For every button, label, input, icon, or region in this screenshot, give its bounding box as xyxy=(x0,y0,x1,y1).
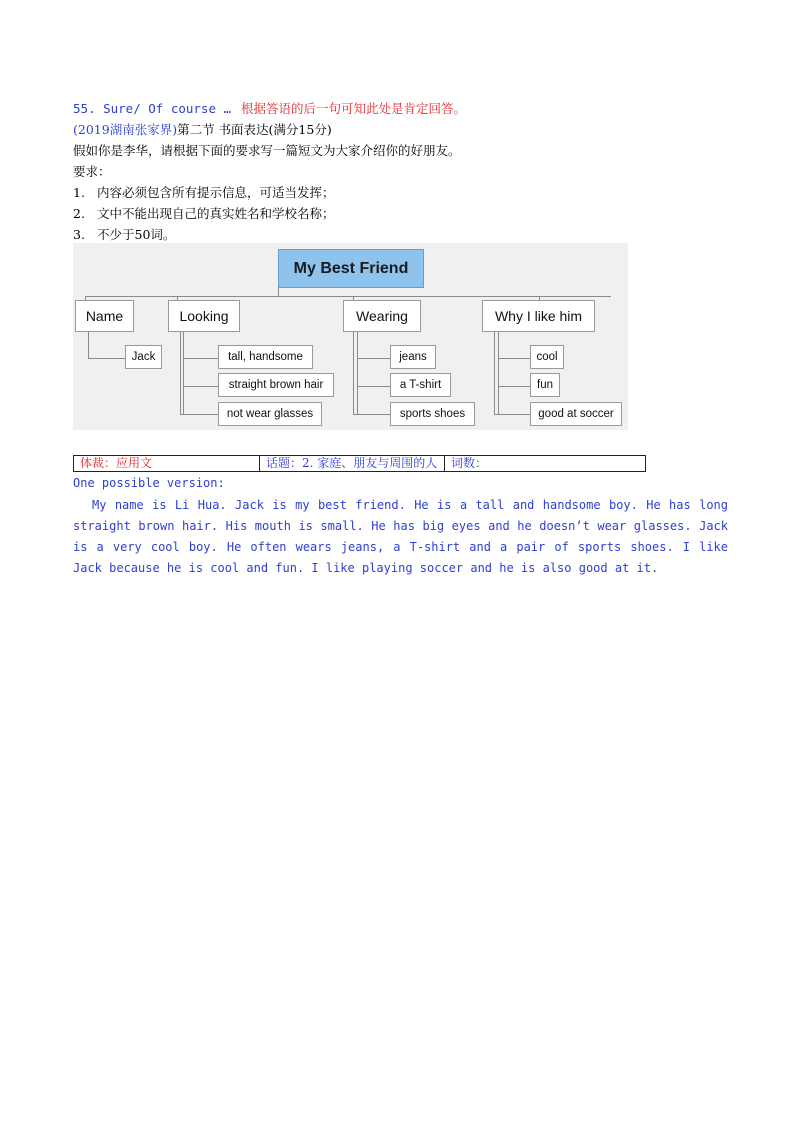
connector-line xyxy=(498,386,530,387)
mind-map-diagram xyxy=(73,243,628,430)
connector-line xyxy=(85,296,611,297)
leaf-a-t-shirt: a T-shirt xyxy=(390,373,451,397)
info-table xyxy=(73,455,646,472)
leaf-jeans: jeans xyxy=(390,345,436,369)
connector-line xyxy=(180,332,181,415)
connector-line xyxy=(494,414,530,415)
connector-line xyxy=(498,358,530,359)
sample-label: One possible version: xyxy=(73,476,225,490)
requirements-label: 要求： xyxy=(73,164,111,179)
requirement-number: 2. xyxy=(73,206,85,221)
requirement-text: 文中不能出现自己的真实姓名和学校名称； xyxy=(97,206,335,221)
requirement-text: 内容必须包含所有提示信息，可适当发挥； xyxy=(97,185,335,200)
leaf-good-at-soccer: good at soccer xyxy=(530,402,622,426)
requirement-item xyxy=(73,184,335,202)
connector-line xyxy=(357,386,390,387)
connector-line xyxy=(183,358,218,359)
section-header xyxy=(73,121,332,139)
branch-looking: Looking xyxy=(168,300,240,332)
leaf-fun: fun xyxy=(530,373,560,397)
connector-line xyxy=(183,386,218,387)
table-row xyxy=(74,456,646,472)
branch-wearing: Wearing xyxy=(343,300,421,332)
topic-cell: 话题：2. 家庭、朋友与周围的人 xyxy=(260,456,445,472)
section-source: (2019湖南张家界) xyxy=(73,122,178,137)
connector-line xyxy=(498,332,499,415)
writing-prompt: 假如你是李华，请根据下面的要求写一篇短文为大家介绍你的好朋友。 xyxy=(73,143,461,158)
connector-line xyxy=(180,414,218,415)
connector-line xyxy=(88,332,89,358)
sample-essay: My name is Li Hua. Jack is my best friend. He is a tall and handsome boy. He has long straight brown hair. His mouth is small. He has big eyes and he doesn’t wear glasses. Jack is a very cool boy. He often wears jeans, a T-shirt and a pair of sports shoes. I like Jack because he is cool and fun. I like playing soccer and he is also good at it. xyxy=(73,498,728,575)
mind-map-root: My Best Friend xyxy=(278,249,424,288)
requirement-item xyxy=(73,226,175,244)
requirement-item xyxy=(73,205,335,223)
leaf-tall-handsome: tall, handsome xyxy=(218,345,313,369)
connector-line xyxy=(357,332,358,415)
connector-line xyxy=(494,332,495,415)
leaf-straight-brown-hair: straight brown hair xyxy=(218,373,334,397)
connector-line xyxy=(353,414,390,415)
leaf-sports-shoes: sports shoes xyxy=(390,402,475,426)
requirement-text: 不少于50词。 xyxy=(97,227,176,242)
genre-cell: 体裁：应用文 xyxy=(74,456,260,472)
leaf-jack: Jack xyxy=(125,345,162,369)
section-title: 第二节 书面表达(满分15分) xyxy=(177,122,332,137)
answer-55-note: 根据答语的后一句可知此处是肯定回答。 xyxy=(241,101,467,116)
leaf-cool: cool xyxy=(530,345,564,369)
requirement-number: 3. xyxy=(73,227,85,242)
connector-line xyxy=(278,288,279,296)
leaf-not-wear-glasses: not wear glasses xyxy=(218,402,322,426)
answer-55-line xyxy=(73,100,466,118)
connector-line xyxy=(88,358,125,359)
connector-line xyxy=(357,358,390,359)
requirement-number: 1. xyxy=(73,185,85,200)
connector-line xyxy=(353,332,354,415)
word-count-cell: 词数： xyxy=(445,456,646,472)
connector-line xyxy=(183,332,184,415)
branch-why-i-like-him: Why I like him xyxy=(482,300,595,332)
answer-55-text: 55. Sure/ Of course … xyxy=(73,101,232,116)
branch-name: Name xyxy=(75,300,134,332)
